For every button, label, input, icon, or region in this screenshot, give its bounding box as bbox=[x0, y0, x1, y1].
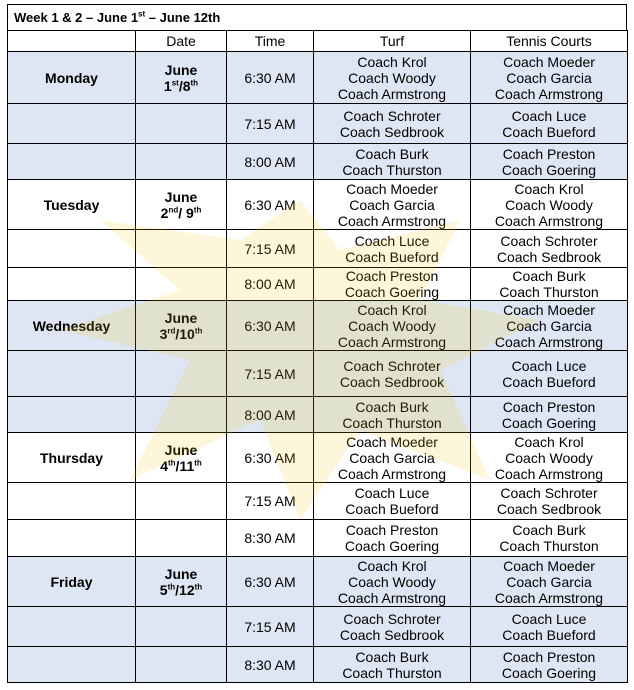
time-cell: 6:30 AM bbox=[227, 180, 314, 230]
coach-name: Coach Burk bbox=[355, 648, 429, 665]
coach-name: Coach Moeder bbox=[503, 53, 595, 70]
coach-name: Coach Armstrong bbox=[337, 589, 447, 606]
coach-name: Coach Armstrong bbox=[337, 465, 447, 482]
header-date: Date bbox=[136, 31, 227, 52]
day-cell: Wednesday bbox=[8, 301, 136, 351]
tennis-courts-cell bbox=[471, 230, 628, 268]
coach-name: Coach Garcia bbox=[506, 317, 592, 334]
coach-name: Coach Sedbrook bbox=[339, 123, 445, 140]
date-cell bbox=[136, 520, 227, 557]
coach-name: Coach Schroter bbox=[343, 107, 441, 124]
time-cell: 7:15 AM bbox=[227, 483, 314, 520]
tennis-courts-cell bbox=[471, 351, 628, 397]
header-day bbox=[8, 31, 136, 52]
date-cell bbox=[136, 230, 227, 268]
time-cell: 6:30 AM bbox=[227, 557, 314, 607]
tennis-courts-cell bbox=[471, 647, 628, 683]
coach-name: Coach Schroter bbox=[500, 232, 598, 249]
coach-name: Coach Thurston bbox=[499, 284, 599, 300]
turf-cell bbox=[314, 230, 471, 268]
time-cell: 7:15 AM bbox=[227, 351, 314, 397]
schedule-row bbox=[8, 268, 628, 301]
schedule-document bbox=[7, 4, 627, 683]
turf-cell bbox=[314, 104, 471, 144]
coach-name: Coach Preston bbox=[345, 522, 439, 538]
coach-name: Coach Bueford bbox=[345, 248, 439, 265]
schedule-body bbox=[8, 52, 628, 683]
coach-name: Coach Thurston bbox=[342, 664, 442, 681]
date-cell bbox=[136, 104, 227, 144]
turf-cell bbox=[314, 483, 471, 520]
tennis-courts-cell bbox=[471, 104, 628, 144]
schedule-row bbox=[8, 607, 628, 647]
coach-name: Coach Woody bbox=[348, 69, 436, 86]
coach-name: Coach Woody bbox=[348, 573, 436, 590]
tennis-courts-cell bbox=[471, 52, 628, 104]
coach-name: Coach Preston bbox=[502, 398, 596, 415]
time-cell: 7:15 AM bbox=[227, 607, 314, 647]
coach-name: Coach Preston bbox=[502, 648, 596, 665]
coach-name: Coach Schroter bbox=[500, 485, 598, 501]
coach-name: Coach Goering bbox=[501, 664, 597, 681]
coach-name: Coach Woody bbox=[505, 449, 593, 466]
coach-name: Coach Goering bbox=[501, 414, 597, 431]
day-cell: Tuesday bbox=[8, 180, 136, 230]
coach-name: Coach Krol bbox=[514, 433, 584, 450]
date-cell bbox=[136, 268, 227, 301]
tennis-courts-cell bbox=[471, 268, 628, 301]
schedule-row bbox=[8, 647, 628, 683]
schedule-row bbox=[8, 483, 628, 520]
schedule-row bbox=[8, 144, 628, 180]
coach-name: Coach Schroter bbox=[343, 357, 441, 374]
day-cell bbox=[8, 607, 136, 647]
tennis-courts-cell bbox=[471, 180, 628, 230]
tennis-courts-cell bbox=[471, 433, 628, 483]
day-cell: Friday bbox=[8, 557, 136, 607]
coach-name: Coach Armstrong bbox=[494, 212, 604, 229]
coach-name: Coach Krol bbox=[514, 180, 584, 197]
time-cell: 8:00 AM bbox=[227, 144, 314, 180]
schedule-row bbox=[8, 433, 628, 483]
schedule-title: Week 1 & 2 – June 1st – June 12th bbox=[7, 4, 627, 30]
time-cell: 8:00 AM bbox=[227, 268, 314, 301]
schedule-row bbox=[8, 397, 628, 433]
coach-name: Coach Luce bbox=[511, 610, 587, 627]
schedule-row bbox=[8, 520, 628, 557]
turf-cell bbox=[314, 351, 471, 397]
time-cell: 6:30 AM bbox=[227, 301, 314, 351]
coach-name: Coach Garcia bbox=[349, 196, 435, 213]
coach-name: Coach Goering bbox=[344, 538, 440, 554]
coach-name: Coach Armstrong bbox=[494, 333, 604, 350]
day-cell bbox=[8, 483, 136, 520]
turf-cell bbox=[314, 301, 471, 351]
turf-cell bbox=[314, 397, 471, 433]
schedule-row bbox=[8, 301, 628, 351]
schedule-table bbox=[7, 30, 628, 683]
coach-name: Coach Goering bbox=[344, 284, 440, 300]
schedule-row bbox=[8, 52, 628, 104]
turf-cell bbox=[314, 607, 471, 647]
coach-name: Coach Preston bbox=[502, 145, 596, 162]
time-cell: 6:30 AM bbox=[227, 52, 314, 104]
turf-cell bbox=[314, 647, 471, 683]
turf-cell bbox=[314, 180, 471, 230]
coach-name: Coach Sedbrook bbox=[496, 248, 602, 265]
turf-cell bbox=[314, 268, 471, 301]
coach-name: Coach Krol bbox=[357, 557, 427, 574]
coach-name: Coach Moeder bbox=[503, 301, 595, 318]
coach-name: Coach Armstrong bbox=[494, 589, 604, 606]
schedule-row bbox=[8, 180, 628, 230]
date-cell bbox=[136, 144, 227, 180]
date-cell bbox=[136, 647, 227, 683]
turf-cell bbox=[314, 52, 471, 104]
coach-name: Coach Burk bbox=[355, 145, 429, 162]
coach-name: Coach Bueford bbox=[502, 626, 596, 643]
coach-name: Coach Moeder bbox=[503, 557, 595, 574]
day-cell bbox=[8, 351, 136, 397]
coach-name: Coach Burk bbox=[355, 398, 429, 415]
coach-name: Coach Armstrong bbox=[337, 85, 447, 102]
coach-name: Coach Luce bbox=[354, 485, 430, 501]
tennis-courts-cell bbox=[471, 144, 628, 180]
coach-name: Coach Armstrong bbox=[494, 85, 604, 102]
coach-name: Coach Burk bbox=[512, 268, 586, 284]
schedule-row bbox=[8, 351, 628, 397]
day-cell bbox=[8, 230, 136, 268]
coach-name: Coach Garcia bbox=[506, 573, 592, 590]
day-cell bbox=[8, 397, 136, 433]
coach-name: Coach Luce bbox=[511, 107, 587, 124]
coach-name: Coach Sedbrook bbox=[339, 373, 445, 390]
date-cell bbox=[136, 351, 227, 397]
coach-name: Coach Sedbrook bbox=[496, 501, 602, 517]
day-cell bbox=[8, 647, 136, 683]
schedule-row bbox=[8, 230, 628, 268]
date-cell bbox=[136, 483, 227, 520]
coach-name: Coach Thurston bbox=[342, 414, 442, 431]
coach-name: Coach Moeder bbox=[346, 433, 438, 450]
date-cell: June 3rd/10th bbox=[136, 301, 227, 351]
tennis-courts-cell bbox=[471, 520, 628, 557]
day-cell bbox=[8, 144, 136, 180]
schedule-row bbox=[8, 557, 628, 607]
day-cell bbox=[8, 268, 136, 301]
coach-name: Coach Krol bbox=[357, 301, 427, 318]
coach-name: Coach Thurston bbox=[342, 161, 442, 178]
tennis-courts-cell bbox=[471, 301, 628, 351]
tennis-courts-cell bbox=[471, 397, 628, 433]
header-tennis-courts: Tennis Courts bbox=[471, 31, 628, 52]
coach-name: Coach Luce bbox=[354, 232, 430, 249]
coach-name: Coach Sedbrook bbox=[339, 626, 445, 643]
date-cell: June 5th/12th bbox=[136, 557, 227, 607]
date-cell: June 1st/8th bbox=[136, 52, 227, 104]
coach-name: Coach Bueford bbox=[502, 373, 596, 390]
coach-name: Coach Woody bbox=[348, 317, 436, 334]
time-cell: 6:30 AM bbox=[227, 433, 314, 483]
coach-name: Coach Krol bbox=[357, 53, 427, 70]
header-turf: Turf bbox=[314, 31, 471, 52]
coach-name: Coach Armstrong bbox=[337, 333, 447, 350]
date-cell: June 2nd/ 9th bbox=[136, 180, 227, 230]
date-cell: June 4th/11th bbox=[136, 433, 227, 483]
coach-name: Coach Preston bbox=[345, 268, 439, 284]
coach-name: Coach Moeder bbox=[346, 180, 438, 197]
coach-name: Coach Bueford bbox=[502, 123, 596, 140]
coach-name: Coach Armstrong bbox=[337, 212, 447, 229]
time-cell: 7:15 AM bbox=[227, 230, 314, 268]
day-cell bbox=[8, 520, 136, 557]
time-cell: 7:15 AM bbox=[227, 104, 314, 144]
header-time: Time bbox=[227, 31, 314, 52]
turf-cell bbox=[314, 520, 471, 557]
schedule-row bbox=[8, 104, 628, 144]
day-cell: Monday bbox=[8, 52, 136, 104]
coach-name: Coach Schroter bbox=[343, 610, 441, 627]
coach-name: Coach Goering bbox=[501, 161, 597, 178]
time-cell: 8:30 AM bbox=[227, 647, 314, 683]
coach-name: Coach Luce bbox=[511, 357, 587, 374]
tennis-courts-cell bbox=[471, 557, 628, 607]
coach-name: Coach Armstrong bbox=[494, 465, 604, 482]
header-row bbox=[8, 31, 628, 52]
turf-cell bbox=[314, 433, 471, 483]
time-cell: 8:00 AM bbox=[227, 397, 314, 433]
day-cell: Thursday bbox=[8, 433, 136, 483]
coach-name: Coach Burk bbox=[512, 522, 586, 538]
time-cell: 8:30 AM bbox=[227, 520, 314, 557]
coach-name: Coach Thurston bbox=[499, 538, 599, 554]
date-cell bbox=[136, 607, 227, 647]
coach-name: Coach Garcia bbox=[506, 69, 592, 86]
date-cell bbox=[136, 397, 227, 433]
turf-cell bbox=[314, 557, 471, 607]
coach-name: Coach Bueford bbox=[345, 501, 439, 517]
coach-name: Coach Garcia bbox=[349, 449, 435, 466]
day-cell bbox=[8, 104, 136, 144]
turf-cell bbox=[314, 144, 471, 180]
tennis-courts-cell bbox=[471, 483, 628, 520]
tennis-courts-cell bbox=[471, 607, 628, 647]
coach-name: Coach Woody bbox=[505, 196, 593, 213]
